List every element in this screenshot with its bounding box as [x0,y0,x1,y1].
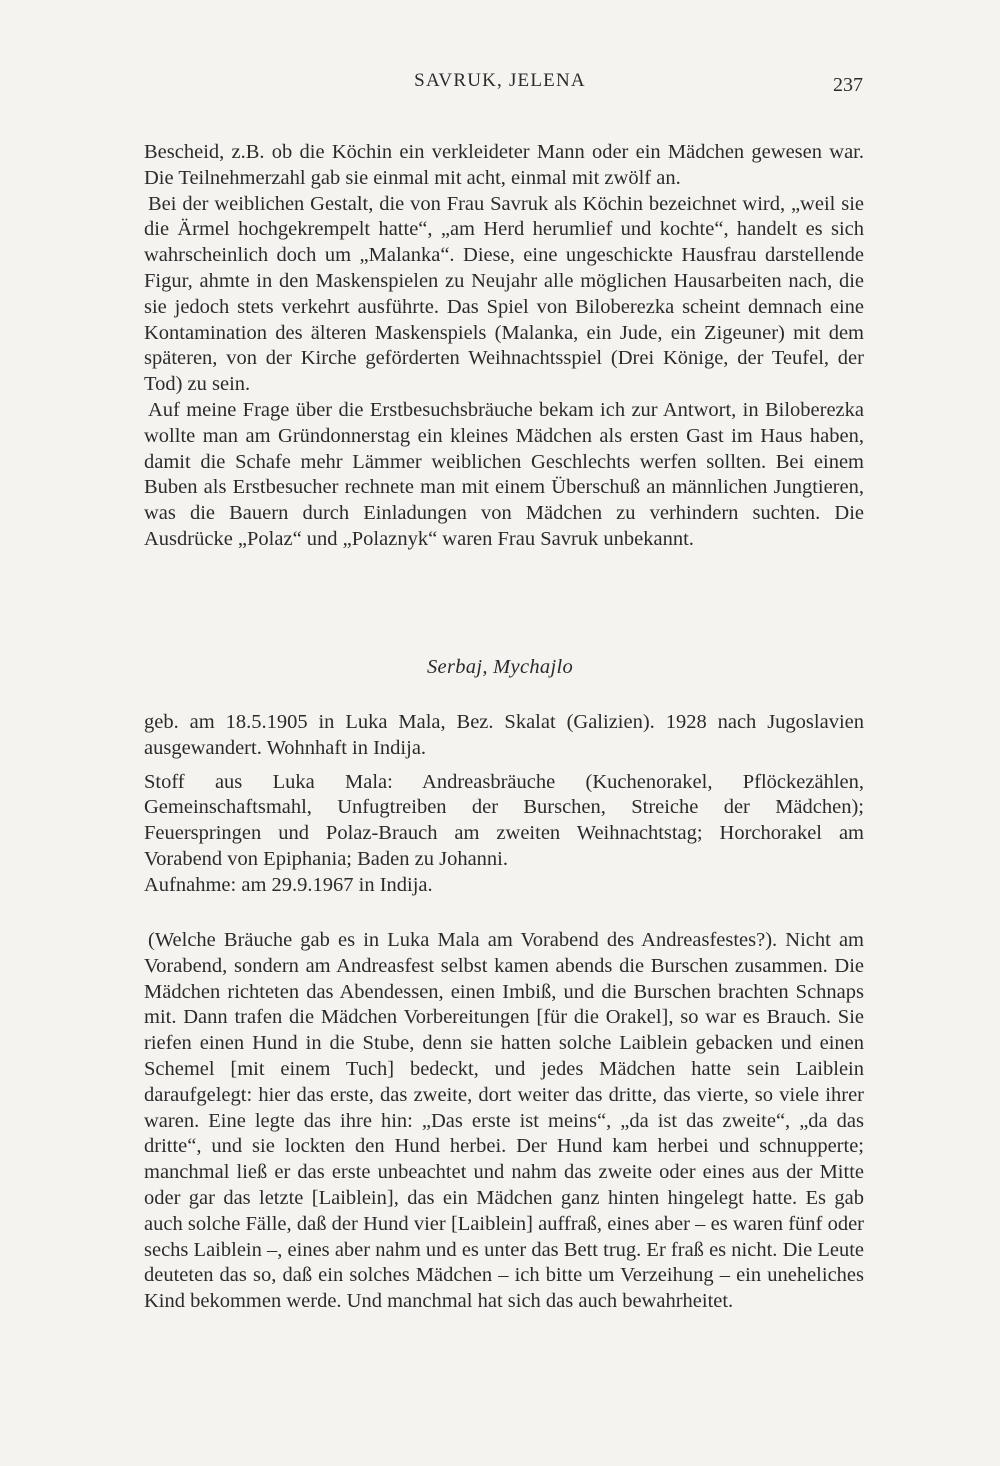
paragraph: Auf meine Frage über die Erstbesuchsbräuche bekam ich zur Antwort, in Biloberezka wollte man am Gründonnerstag ein kleines Mädchen als ersten Gast im Haus haben, damit die Schafe mehr Lämmer weiblichen Geschlechts werfen sollten. Bei einem Buben als Erstbesucher rechnete man mit einem Überschuß an männlichen Jungtieren, was die Bauern durch Einladungen von Mädchen zu verhindern suchten. Die Ausdrücke „Polaz“ und „Polaznyk“ waren Frau Savruk unbekannt. [144,398,864,550]
section-serbaj-transcript [144,928,864,1315]
running-title: SAVRUK, JELENA [414,70,586,91]
paragraph: Bescheid, z.B. ob die Köchin ein verkleideter Mann oder ein Mädchen gewesen war. Die Teilnehmerzahl gab sie einmal mit acht, einmal mit zwölf an. [144,141,864,189]
paragraph: (Welche Bräuche gab es in Luka Mala am Vorabend des Andreasfestes?). Nicht am Vorabend, sondern am Andreasfest selbst kamen abends die Burschen zusammen. Die Mädchen richteten das Abendessen, einen Imbiß, und die Burschen brachten Schnaps mit. Dann trafen die Mädchen Vorbereitungen [für die Orakel], so war es Brauch. Sie riefen einen Hund in die Stube, denn sie hatten solche Laiblein gebacken und einen Schemel [mit einem Tuch] bedeckt, und jedes Mädchen hatte sein Laiblein daraufgelegt: hier das erste, das zweite, dort weiter das dritte, das vierte, so viele ihrer waren. Eine legte das ihre hin: „Das erste ist meins“, „da ist das zweite“, „da das dritte“, und sie lockten den Hund herbei. Der Hund kam herbei und schnupperte; manchmal ließ er das erste unbeachtet und nahm das zweite oder eines aus der Mitte oder gar das letzte [Laiblein], das ein Mädchen ganz hinten hingelegt hatte. Es gab auch solche Fälle, daß der Hund vier [Laiblein] auffraß, eines aber – es waren fünf oder sechs Laiblein –, eines aber nahm und es unter das Bett trug. Er fraß es nicht. Die Leute deuteten das so, daß ein solches Mädchen – ich bitte um Verzeihung – ein uneheliches Kind bekommen werde. Und manchmal hat sich das auch bewahrheitet. [144,929,864,1313]
paragraph: Stoff aus Luka Mala: Andreasbräuche (Kuchenorakel, Pflöckezählen, Gemeinschaftsmahl, Unfugtreiben der Burschen, Streiche der Mädchen); Feuerspringen und Polaz-Brauch am zweiten Weihnachtstag; Horchorakel am Vorabend von Epiphania; Baden zu Johanni. [144,770,864,870]
paragraph: geb. am 18.5.1905 in Luka Mala, Bez. Skalat (Galizien). 1928 nach Jugoslavien ausgewandert. Wohnhaft in Indija. [144,711,864,759]
section-serbaj-bio [144,710,864,899]
paragraph: Aufnahme: am 29.9.1967 in Indija. [144,873,433,896]
section-heading: Serbaj, Mychajlo [427,656,573,678]
running-header [0,70,1000,100]
page-number: 237 [833,74,863,96]
paragraph: Bei der weiblichen Gestalt, die von Frau Savruk als Köchin bezeichnet wird, „weil sie die Ärmel hochgekrempelt hatte“, „am Herd herumlief und kochte“, handelt es sich wahrscheinlich doch um „Malanka“. Diese, eine ungeschickte Hausfrau darstellende Figur, ahmte in den Maskenspielen zu Neujahr alle möglichen Hausarbeiten nach, die sie jedoch stets verkehrt ausführte. Das Spiel von Biloberezka scheint demnach eine Kontamination des älteren Maskenspiels (Malanka, ein Jude, ein Zigeuner) mit dem späteren, von der Kirche geförderten Weihnachtsspiel (Drei Könige, der Teufel, der Tod) zu sein. [144,192,864,396]
section-savruk-continuation [144,140,864,553]
